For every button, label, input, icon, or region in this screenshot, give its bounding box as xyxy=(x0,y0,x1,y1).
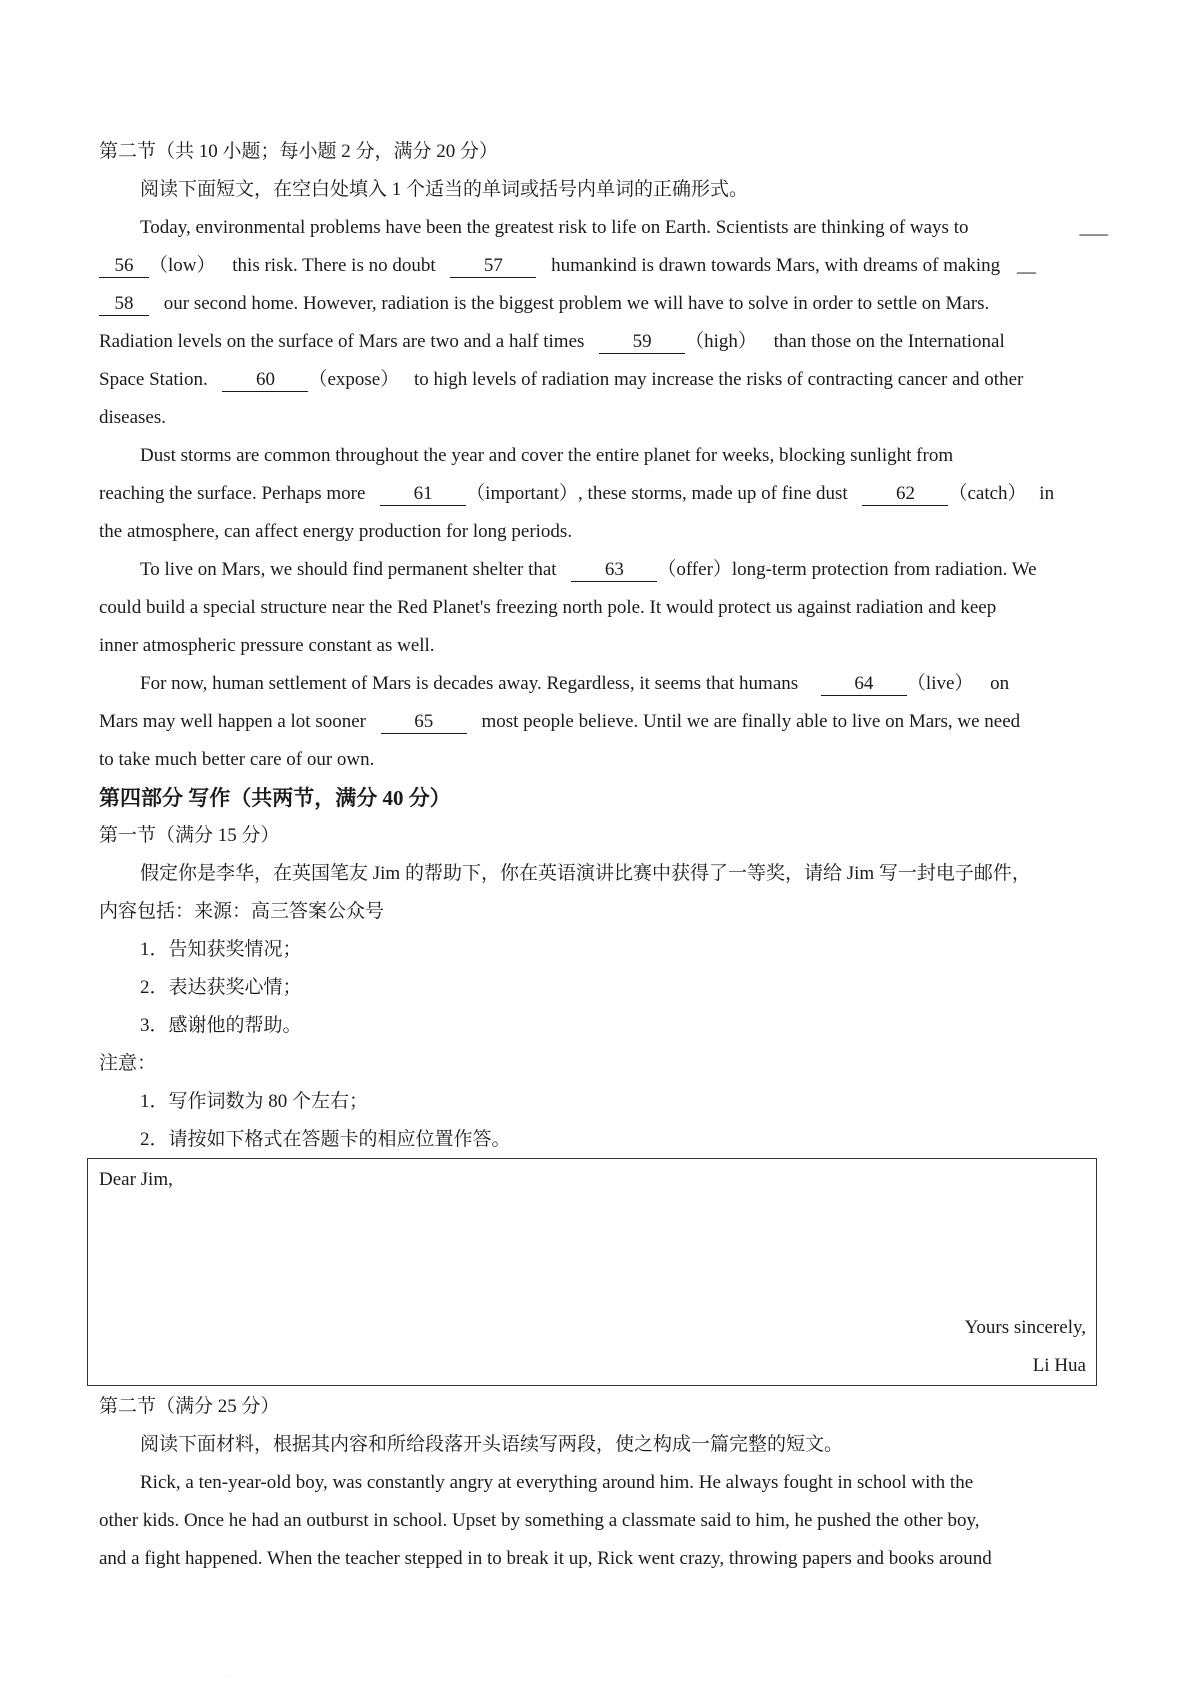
passage-line: the atmosphere, can affect energy production for long periods. xyxy=(99,521,573,542)
passage-line: inner atmospheric pressure constant as well. xyxy=(99,635,435,656)
blank-61: 61 xyxy=(380,483,466,506)
list-item: 3．感谢他的帮助。 xyxy=(140,1015,302,1036)
task-description: 假定你是李华，在英国笔友 Jim 的帮助下，你在英语演讲比赛中获得了一等奖，请给 Jim 写一封电子邮件， xyxy=(140,863,1031,884)
hint-56: （low） xyxy=(149,255,216,276)
note-label: 注意： xyxy=(99,1053,157,1074)
passage-line: could build a special structure near the Red Planet's freezing north pole. It would protect us against radiation and keep xyxy=(99,597,997,618)
blank-64: 64 xyxy=(821,673,907,696)
hint-60: （expose） xyxy=(308,369,400,390)
hint-61: （important）, these storms, made up of fine dust xyxy=(466,483,848,504)
subsection-header: 第一节（满分 15 分） xyxy=(99,825,280,846)
passage-line: diseases. xyxy=(99,407,167,428)
story-line: and a fight happened. When the teacher stepped in to break it up, Rick went crazy, throwing papers and books around xyxy=(99,1548,992,1569)
passage-line: Today, environmental problems have been the greatest risk to life on Earth. Scientists are thinking of ways to ___ xyxy=(140,215,1108,241)
subsection-header: 第二节（满分 25 分） xyxy=(99,1396,280,1417)
passage-line: Radiation levels on the surface of Mars are two and a half times 59 （high） than those on the International xyxy=(99,331,1005,352)
letter-closing: Yours sincerely, xyxy=(964,1317,1086,1338)
passage-line: For now, human settlement of Mars is decades away. Regardless, it seems that humans 64 （live） on xyxy=(140,673,1010,694)
blank-62: 62 xyxy=(862,483,948,506)
blank-63: 63 xyxy=(571,559,657,582)
passage-line: Mars may well happen a lot sooner 65 most people believe. Until we are finally able to live on Mars, we need xyxy=(99,711,1021,732)
section-header: 第二节（共 10 小题；每小题 2 分，满分 20 分） xyxy=(99,141,499,162)
passage-line: 58 our second home. However, radiation is the biggest problem we will have to solve in order to settle on Mars. xyxy=(99,291,989,317)
hint-64: （live） xyxy=(906,673,974,694)
section-instruction: 阅读下面短文，在空白处填入 1 个适当的单词或括号内单词的正确形式。 xyxy=(140,179,749,200)
list-item: 1．告知获奖情况； xyxy=(140,939,302,960)
blank-65: 65 xyxy=(381,711,467,734)
story-line: other kids. Once he had an outburst in school. Upset by something a classmate said to him, he pushed the other boy, xyxy=(99,1510,980,1531)
blank-56-lead: ___ xyxy=(1079,217,1108,238)
note-item: 1．写作词数为 80 个左右； xyxy=(140,1091,369,1112)
note-item: 2．请按如下格式在答题卡的相应位置作答。 xyxy=(140,1129,511,1150)
passage-line: to take much better care of our own. xyxy=(99,749,375,770)
blank-56: 56 xyxy=(99,255,149,278)
blank-57: 57 xyxy=(450,255,536,278)
hint-59: （high） xyxy=(685,331,757,352)
blank-60: 60 xyxy=(222,369,308,392)
letter-signature: Li Hua xyxy=(1032,1355,1086,1376)
passage-line: 56 （low） this risk. There is no doubt 57 humankind is drawn towards Mars, with dreams of making __ xyxy=(99,253,1036,279)
passage-line: Dust storms are common throughout the year and cover the entire planet for weeks, blocking sunlight from xyxy=(140,445,954,466)
story-line: Rick, a ten-year-old boy, was constantly angry at everything around him. He always fought in school with the xyxy=(140,1472,974,1493)
task-description: 内容包括：来源：高三答案公众号 xyxy=(99,901,385,922)
passage-line: reaching the surface. Perhaps more 61 （important）, these storms, made up of fine dust 62 （catch） in xyxy=(99,483,1055,504)
list-item: 2．表达获奖心情； xyxy=(140,977,302,998)
task-description: 阅读下面材料，根据其内容和所给段落开头语续写两段，使之构成一篇完整的短文。 xyxy=(140,1434,844,1455)
blank-59: 59 xyxy=(599,331,685,354)
blank-58: 58 xyxy=(99,293,149,316)
letter-greeting: Dear Jim, xyxy=(99,1169,173,1190)
letter-template-box xyxy=(87,1158,1097,1386)
hint-62: （catch） xyxy=(948,483,1027,504)
passage-line: Space Station. 60 （expose） to high levels of radiation may increase the risks of contracting cancer and other xyxy=(99,369,1024,390)
page-mark: · xyxy=(225,1672,228,1681)
passage-line: To live on Mars, we should find permanent shelter that 63 （offer）long-term protection from radiation. We xyxy=(140,559,1037,580)
part-heading: 第四部分 写作（共两节，满分 40 分） xyxy=(99,786,451,810)
